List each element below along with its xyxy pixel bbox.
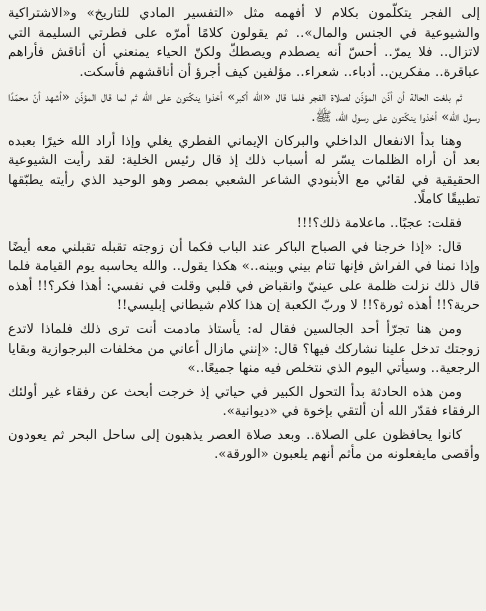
- paragraph-5: قال: «إذا خرجنا في الصباح الباكر عند الباب فكما أن زوجته تقبله تقبلني معه أيضًا وإذا نمنا في الفراش فإنها تنام بيني وبينه‥» هكذا يقول‥ والله يحاسبه يوم القيامة فلما قال ذلك نزلت ظلمة على عينيّ وانقباض في قلبي وقلت في نفسي: أهذا فكر؟!! أهذه حرية؟!! أهذه ثورة؟!! لا وربّ الكعبة إن هذا كلام شيطاني إبليسي!!: [8, 239, 480, 314]
- paragraph-1: إلى الفجر يتكلّمون بكلام لا أفهمه مثل «التفسير المادي للتاريخ» و«الاشتراكية والشيوعية في الجنس والمال»‥ ثم يقولون كلامًا أمرّه على فطرتي السليمة التي لاتزال‥ فلا يمرّ‥ أحسّ أنه يصطدم ويصطكّ ولكنّ الحياء يمنعني أن أناقش فأراهم عباقرة‥ مفكرين‥ أدباء‥ شعراء‥ مؤلفين كيف أجرؤ أن أناقشهم فأسكت.: [8, 6, 480, 80]
- paragraph-6: ومن هنا تجرّأ أحد الجالسين فقال له: يأستاذ مادمت أنت ترى ذلك فلماذا لاتدع زوجتك تدخل علينا نشاركك فيها؟ قال: «إنني مازال أعاني من مخلفات البرجوازية وبقايا الرجعية‥ وسيأتي اليوم الذي نتخلص فيه منها جميعًا‥»: [8, 321, 480, 377]
- paragraph-3: وهنا بدأ الانفعال الداخلي والبركان الإيماني الفطري يغلي وإذا أراد الله خيرًا بعبده بعد أن أراه الظلمات يسّر له أسباب ذلك إذ قال رئيس الخلية: لقد رأيت الشيوعية الحقيقية في لقائي مع الأبنودي الشاعر الشعبي بمصر وهو الوحيد الذي رأيته يطبّقها تطبيقًا كاملًا.: [8, 133, 480, 208]
- paragraph-4: فقلت: عجبًا‥ ماعلامة ذلك؟!!!: [296, 215, 462, 231]
- paragraph-7: ومن هذه الحادثة بدأ التحول الكبير في حياتي إذ خرجت أبحث عن رفقاء غير أولئك الرفقاء فقدّر الله أن ألتقي بإخوة في «ديوانية».: [8, 384, 480, 420]
- paragraph-2: ثم بلغت الحالة أن أذّن المؤذّن لصلاة الفجر فلما قال «الله أكبر» أخذوا ينكّتون على الله ثم لما قال المؤذّن «أشهد أنّ محمّدًا رسول الله» أخذوا ينكّتون على رسول الله، ﷺ.: [8, 90, 480, 125]
- paragraph-8: كانوا يحافظون على الصلاة‥ وبعد صلاة العصر يذهبون إلى ساحل البحر ثم يعودون وأقصى مايفعلونه من مأثم أنهم يلعبون «الورقة».: [8, 427, 480, 463]
